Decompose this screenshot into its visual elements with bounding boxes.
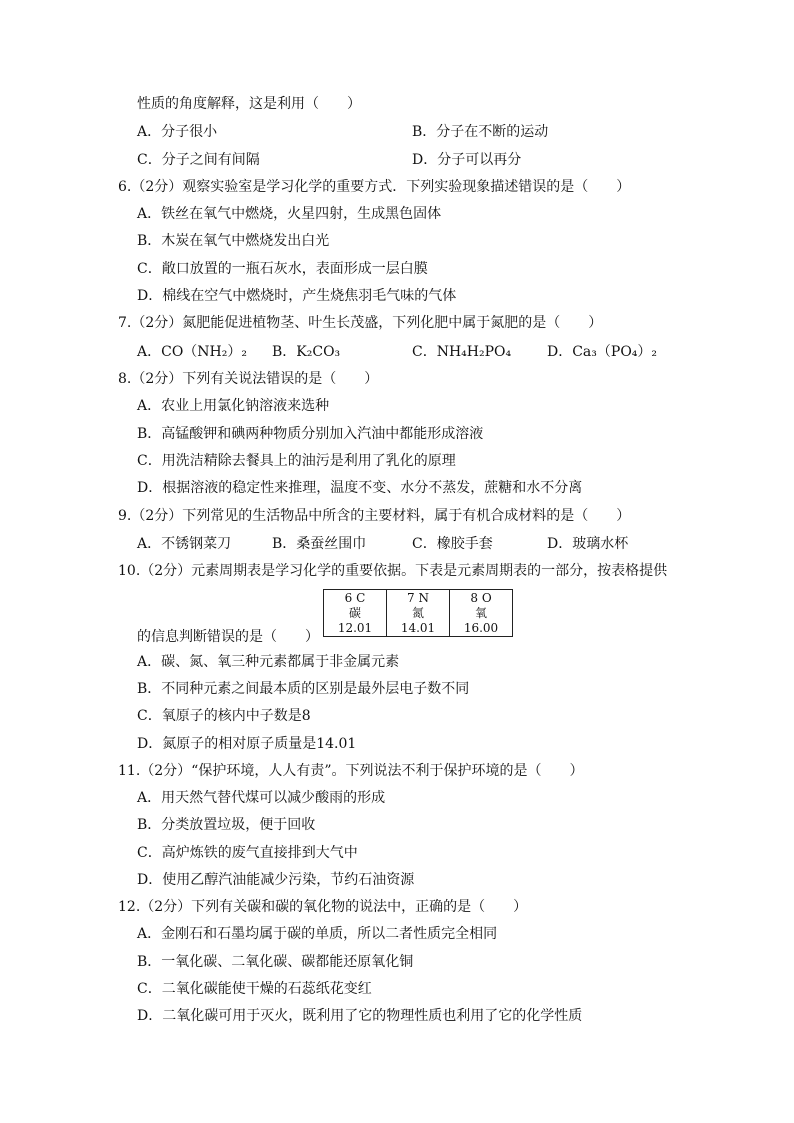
q9-option-a: A．不锈钢菜刀 [137, 536, 232, 552]
q7-option-b: B．K₂CO₃ [272, 344, 341, 360]
q8-option-b: B．高锰酸钾和碘两种物质分别加入汽油中都能形成溶液 [137, 426, 484, 442]
q9-option-c: C．橡胶手套 [412, 536, 493, 552]
q11-option-d: D．使用乙醇汽油能减少污染，节约石油资源 [137, 872, 415, 888]
periodic-table-excerpt [323, 589, 513, 637]
atomic-number: 7 [407, 590, 415, 605]
q12-option-d: D．二氧化碳可用于灭火，既利用了它的物理性质也利用了它的化学性质 [137, 1008, 583, 1024]
q5-option-b: B．分子在不断的运动 [412, 124, 549, 140]
q12-option-a: A．金刚石和石墨均属于碳的单质，所以二者性质完全相同 [137, 926, 498, 942]
element-symbol: C [356, 590, 366, 605]
q10-stem: 10.（2分）元素周期表是学习化学的重要依据。下表是元素周期表的一部分，按表格提供 [118, 563, 668, 579]
q8-option-c: C．用洗洁精除去餐具上的油污是利用了乳化的原理 [137, 453, 456, 469]
element-name: 碳 [348, 605, 361, 620]
element-cell-carbon [324, 590, 387, 637]
q8-option-a: A．农业上用氯化钠溶液来选种 [137, 398, 330, 414]
q6-option-d: D．棉线在空气中燃烧时，产生烧焦羽毛气味的气体 [137, 288, 457, 304]
atomic-mass: 14.01 [400, 620, 436, 635]
q11-option-b: B．分类放置垃圾，便于回收 [137, 817, 316, 833]
q10-stem-continuation: 的信息判断错误的是（ ） [137, 629, 319, 645]
q11-option-a: A．用天然气替代煤可以减少酸雨的形成 [137, 790, 386, 806]
q8-option-d: D．根据溶液的稳定性来推理，温度不变、水分不蒸发，蔗糖和水不分离 [137, 480, 583, 496]
q12-option-c: C．二氧化碳能使干燥的石蕊纸花变红 [137, 981, 372, 997]
element-cell-oxygen [450, 590, 513, 637]
atomic-number: 6 [344, 590, 353, 605]
q10-option-b: B．不同种元素之间最本质的区别是最外层电子数不同 [137, 681, 470, 697]
q5-option-a: A．分子很小 [137, 124, 218, 140]
q9-option-d: D．玻璃水杯 [547, 536, 629, 552]
atomic-mass: 16.00 [463, 620, 499, 635]
q9-stem: 9.（2分）下列常见的生活物品中所含的主要材料，属于有机合成材料的是（ ） [118, 508, 631, 524]
q11-stem: 11.（2分）“保护环境，人人有责”。下列说法不利于保护环境的是（ ） [118, 763, 584, 779]
q12-option-b: B．一氧化碳、二氧化碳、碳都能还原氧化铜 [137, 954, 414, 970]
element-name: 氮 [411, 605, 424, 620]
atomic-mass: 12.01 [337, 620, 373, 635]
q11-option-c: C．高炉炼铁的废气直接排到大气中 [137, 845, 358, 861]
q5-option-d: D．分子可以再分 [412, 152, 522, 168]
q9-option-b: B．桑蚕丝围巾 [272, 536, 367, 552]
q10-option-d: D．氮原子的相对原子质量是14.01 [137, 736, 357, 752]
q7-option-c: C．NH₄H₂PO₄ [412, 344, 512, 360]
q5-option-c: C．分子之间有间隔 [137, 152, 260, 168]
q6-option-a: A．铁丝在氧气中燃烧，火星四射，生成黑色固体 [137, 206, 442, 222]
q6-option-c: C．敞口放置的一瓶石灰水，表面形成一层白膜 [137, 261, 428, 277]
q8-stem: 8.（2分）下列有关说法错误的是（ ） [118, 371, 379, 387]
element-cell-nitrogen [387, 590, 450, 637]
q12-stem: 12.（2分）下列有关碳和碳的氧化物的说法中，正确的是（ ） [118, 899, 528, 915]
q6-option-b: B．木炭在氧气中燃烧发出白光 [137, 233, 330, 249]
q10-option-c: C．氧原子的核内中子数是8 [137, 708, 311, 724]
element-name: 氧 [474, 605, 487, 620]
q7-option-a: A．CO（NH₂）₂ [137, 344, 247, 360]
q6-stem: 6.（2分）观察实验室是学习化学的重要方式．下列实验现象描述错误的是（ ） [118, 179, 631, 195]
atomic-number: 8 [470, 590, 478, 605]
q5-stem-continuation: 性质的角度解释，这是利用（ ） [137, 96, 361, 112]
q7-option-d: D．Ca₃（PO₄）₂ [547, 344, 658, 360]
q7-stem: 7.（2分）氮肥能促进植物茎、叶生长茂盛，下列化肥中属于氮肥的是（ ） [118, 315, 603, 331]
element-symbol: N [418, 590, 429, 605]
element-symbol: O [481, 590, 492, 605]
q10-option-a: A．碳、氮、氧三种元素都属于非金属元素 [137, 654, 400, 670]
